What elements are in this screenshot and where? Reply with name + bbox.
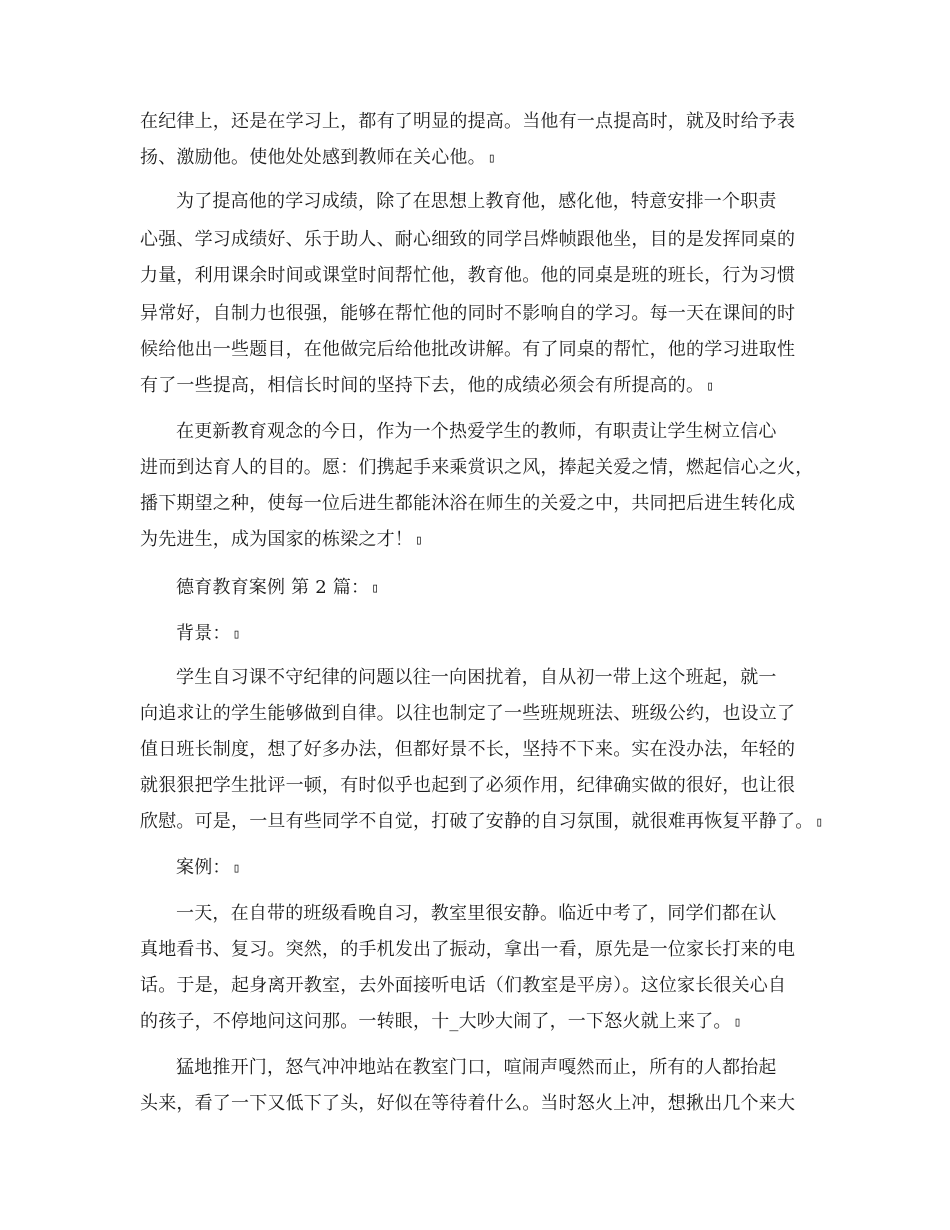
text-line: 异常好，自制力也很强，能够在帮忙他的同时不影响自的学习。每一天在课间的时 bbox=[140, 303, 796, 324]
text-line: 就狠狠把学生批评一顿，有时似乎也起到了必须作用，纪律确实做的很好，也让很 bbox=[140, 775, 796, 796]
text-line: 扬、激励他。使他处处感到教师在关心他。 ▯ bbox=[140, 147, 496, 168]
paragraph-mark: ▯ bbox=[733, 1015, 742, 1030]
paragraph-mark: ▯ bbox=[232, 861, 241, 876]
text-line: 候给他出一些题目，在他做完后给他批改讲解。有了同桌的帮忙，他的学习进取性 bbox=[140, 339, 796, 360]
text-line: 心强、学习成绩好、乐于助人、耐心细致的同学吕烨帧跟他坐，目的是发挥同桌的 bbox=[140, 229, 796, 250]
paragraph-mark: ▯ bbox=[232, 627, 241, 642]
paragraph-mark: ▯ bbox=[415, 533, 424, 548]
text-line: 为先进生，成为国家的栋梁之才！ ▯ bbox=[140, 529, 424, 550]
section-label: 案例： ▯ bbox=[176, 857, 241, 878]
text-line: 为了提高他的学习成绩，除了在思想上教育他，感化他，特意安排一个职责 bbox=[176, 191, 777, 212]
text-line: 欣慰。可是，一旦有些同学不自觉，打破了安静的自习氛围，就很难再恢复平静了。 ▯ bbox=[140, 811, 824, 832]
section-label: 背景： ▯ bbox=[176, 623, 241, 644]
text-line: 猛地推开门，怒气冲冲地站在教室门口，喧闹声嘎然而止，所有的人都抬起 bbox=[176, 1057, 777, 1078]
text-line: 有了一些提高，相信长时间的坚持下去，他的成绩必须会有所提高的。 ▯ bbox=[140, 375, 715, 396]
text-line: 学生自习课不守纪律的问题以往一向困扰着，自从初一带上这个班起，就一 bbox=[176, 667, 777, 688]
text-line: 向追求让的学生能够做到自律。以往也制定了一些班规班法、班级公约，也设立了 bbox=[140, 703, 796, 724]
paragraph-mark: ▯ bbox=[815, 815, 824, 830]
paragraph-mark: ▯ bbox=[706, 379, 715, 394]
section-heading: 德育教育案例 第 2 篇： ▯ bbox=[176, 577, 380, 598]
text-line: 进而到达育人的目的。愿：们携起手来乘赏识之风，捧起关爱之情，燃起信心之火， bbox=[140, 457, 814, 478]
text-line: 在更新教育观念的今日，作为一个热爱学生的教师，有职责让学生树立信心 bbox=[176, 421, 777, 442]
text-line: 在纪律上，还是在学习上，都有了明显的提高。当他有一点提高时，就及时给予表 bbox=[140, 111, 796, 132]
text-line: 真地看书、复习。突然，的手机发出了振动，拿出一看，原先是一位家长打来的电 bbox=[140, 939, 796, 960]
paragraph-mark: ▯ bbox=[487, 151, 496, 166]
text-line: 头来，看了一下又低下了头，好似在等待着什么。当时怒火上冲，想揪出几个来大 bbox=[140, 1093, 796, 1114]
text-line: 话。于是，起身离开教室，去外面接听电话（们教室是平房）。这位家长很关心自 bbox=[140, 975, 787, 996]
text-line: 一天，在自带的班级看晚自习，教室里很安静。临近中考了，同学们都在认 bbox=[176, 903, 777, 924]
text-line: 播下期望之种，使每一位后进生都能沐浴在师生的关爱之中，共同把后进生转化成 bbox=[140, 493, 796, 514]
paragraph-mark: ▯ bbox=[371, 581, 380, 596]
text-line: 力量，利用课余时间或课堂时间帮忙他，教育他。他的同桌是班的班长，行为习惯 bbox=[140, 265, 796, 286]
text-line: 的孩子，不停地问这问那。一转眼，十_大吵大闹了，一下怒火就上来了。 ▯ bbox=[140, 1011, 742, 1032]
text-line: 值日班长制度，想了好多办法，但都好景不长，坚持不下来。实在没办法，年轻的 bbox=[140, 739, 796, 760]
